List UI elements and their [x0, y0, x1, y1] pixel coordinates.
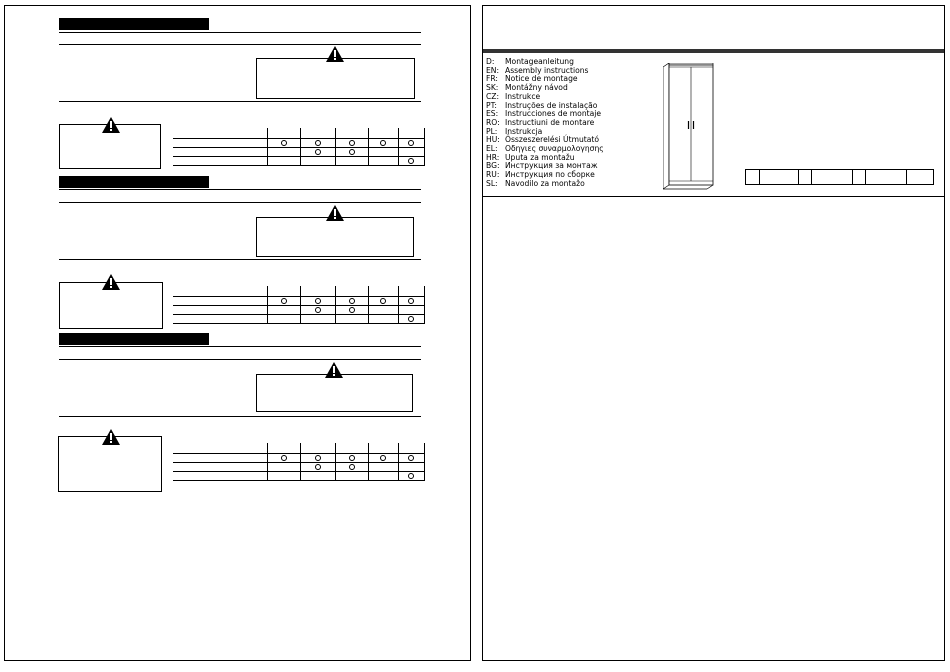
language-code: SK: — [486, 83, 499, 93]
language-label: Instrukce — [505, 91, 541, 101]
section-2-rule-2 — [59, 202, 421, 203]
language-code: PT: — [486, 100, 497, 110]
warning-triangle-icon — [326, 46, 344, 62]
language-code: FR: — [486, 74, 498, 84]
language-label: Instrucciones de montaje — [505, 109, 602, 119]
warning-triangle-icon — [102, 429, 120, 445]
wardrobe-illustration — [663, 63, 715, 195]
section-3-rule-2 — [59, 359, 421, 360]
section-3-heading-bar — [59, 333, 209, 345]
language-label: Οδηγιες συναρμολογησης — [505, 144, 604, 154]
language-label: Инструкция за монтаж — [505, 161, 598, 171]
section-1-rule-2 — [59, 44, 421, 45]
header-bottom-rule — [483, 196, 944, 197]
language-label: Montážny návod — [505, 83, 568, 93]
language-code: EL: — [486, 144, 498, 154]
header-area — [483, 6, 944, 48]
language-list — [486, 58, 604, 189]
language-code: PL: — [486, 126, 498, 136]
section-2-warning-box-right — [256, 217, 414, 257]
language-code: HR: — [486, 152, 500, 162]
language-label: Összeszerelési Útmutató — [505, 135, 600, 145]
language-label: Instruções de instalação — [505, 100, 598, 110]
header-rule — [483, 49, 944, 53]
language-label: Notice de montage — [505, 74, 578, 84]
language-label: Navodilo za montažo — [505, 178, 585, 188]
warning-triangle-icon — [326, 205, 344, 221]
section-1-rule-3 — [59, 101, 421, 102]
section-1-compatibility-table — [173, 128, 425, 165]
language-label: Uputa za montažu — [505, 152, 575, 162]
section-3-warning-box-right — [256, 374, 413, 412]
section-2-compatibility-table — [173, 286, 425, 323]
language-code: RO: — [486, 117, 500, 127]
language-label: Instrukcja — [505, 126, 543, 136]
language-code: D: — [486, 57, 495, 66]
language-label: Instructiuni de montare — [505, 117, 595, 127]
right-page — [482, 5, 945, 661]
language-code: EN: — [486, 65, 500, 75]
warning-triangle-icon — [325, 362, 343, 378]
warning-triangle-icon — [102, 274, 120, 290]
language-row — [486, 180, 604, 189]
warning-triangle-icon — [102, 117, 120, 133]
section-2-heading-bar — [59, 176, 209, 188]
language-code: RU: — [486, 170, 500, 180]
section-2-rule-3 — [59, 259, 421, 260]
language-code: HU: — [486, 135, 500, 145]
section-2-rule-top — [59, 189, 421, 190]
language-label: Инструкция по сборке — [505, 170, 595, 180]
language-code: SL: — [486, 178, 498, 188]
product-code-table — [745, 169, 934, 185]
language-label: Assembly instructions — [505, 65, 589, 75]
language-code: BG: — [486, 161, 500, 171]
section-1-heading-bar — [59, 18, 209, 30]
left-page — [4, 5, 471, 661]
language-row — [486, 84, 604, 93]
section-1-warning-box-right — [256, 58, 415, 99]
language-code: ES: — [486, 109, 499, 119]
section-1-rule-top — [59, 32, 421, 33]
language-label: Montageanleitung — [505, 57, 574, 66]
language-row — [486, 119, 604, 128]
section-3-rule-top — [59, 346, 421, 347]
section-3-rule-3 — [59, 416, 421, 417]
section-3-compatibility-table — [173, 443, 425, 480]
language-code: CZ: — [486, 91, 500, 101]
